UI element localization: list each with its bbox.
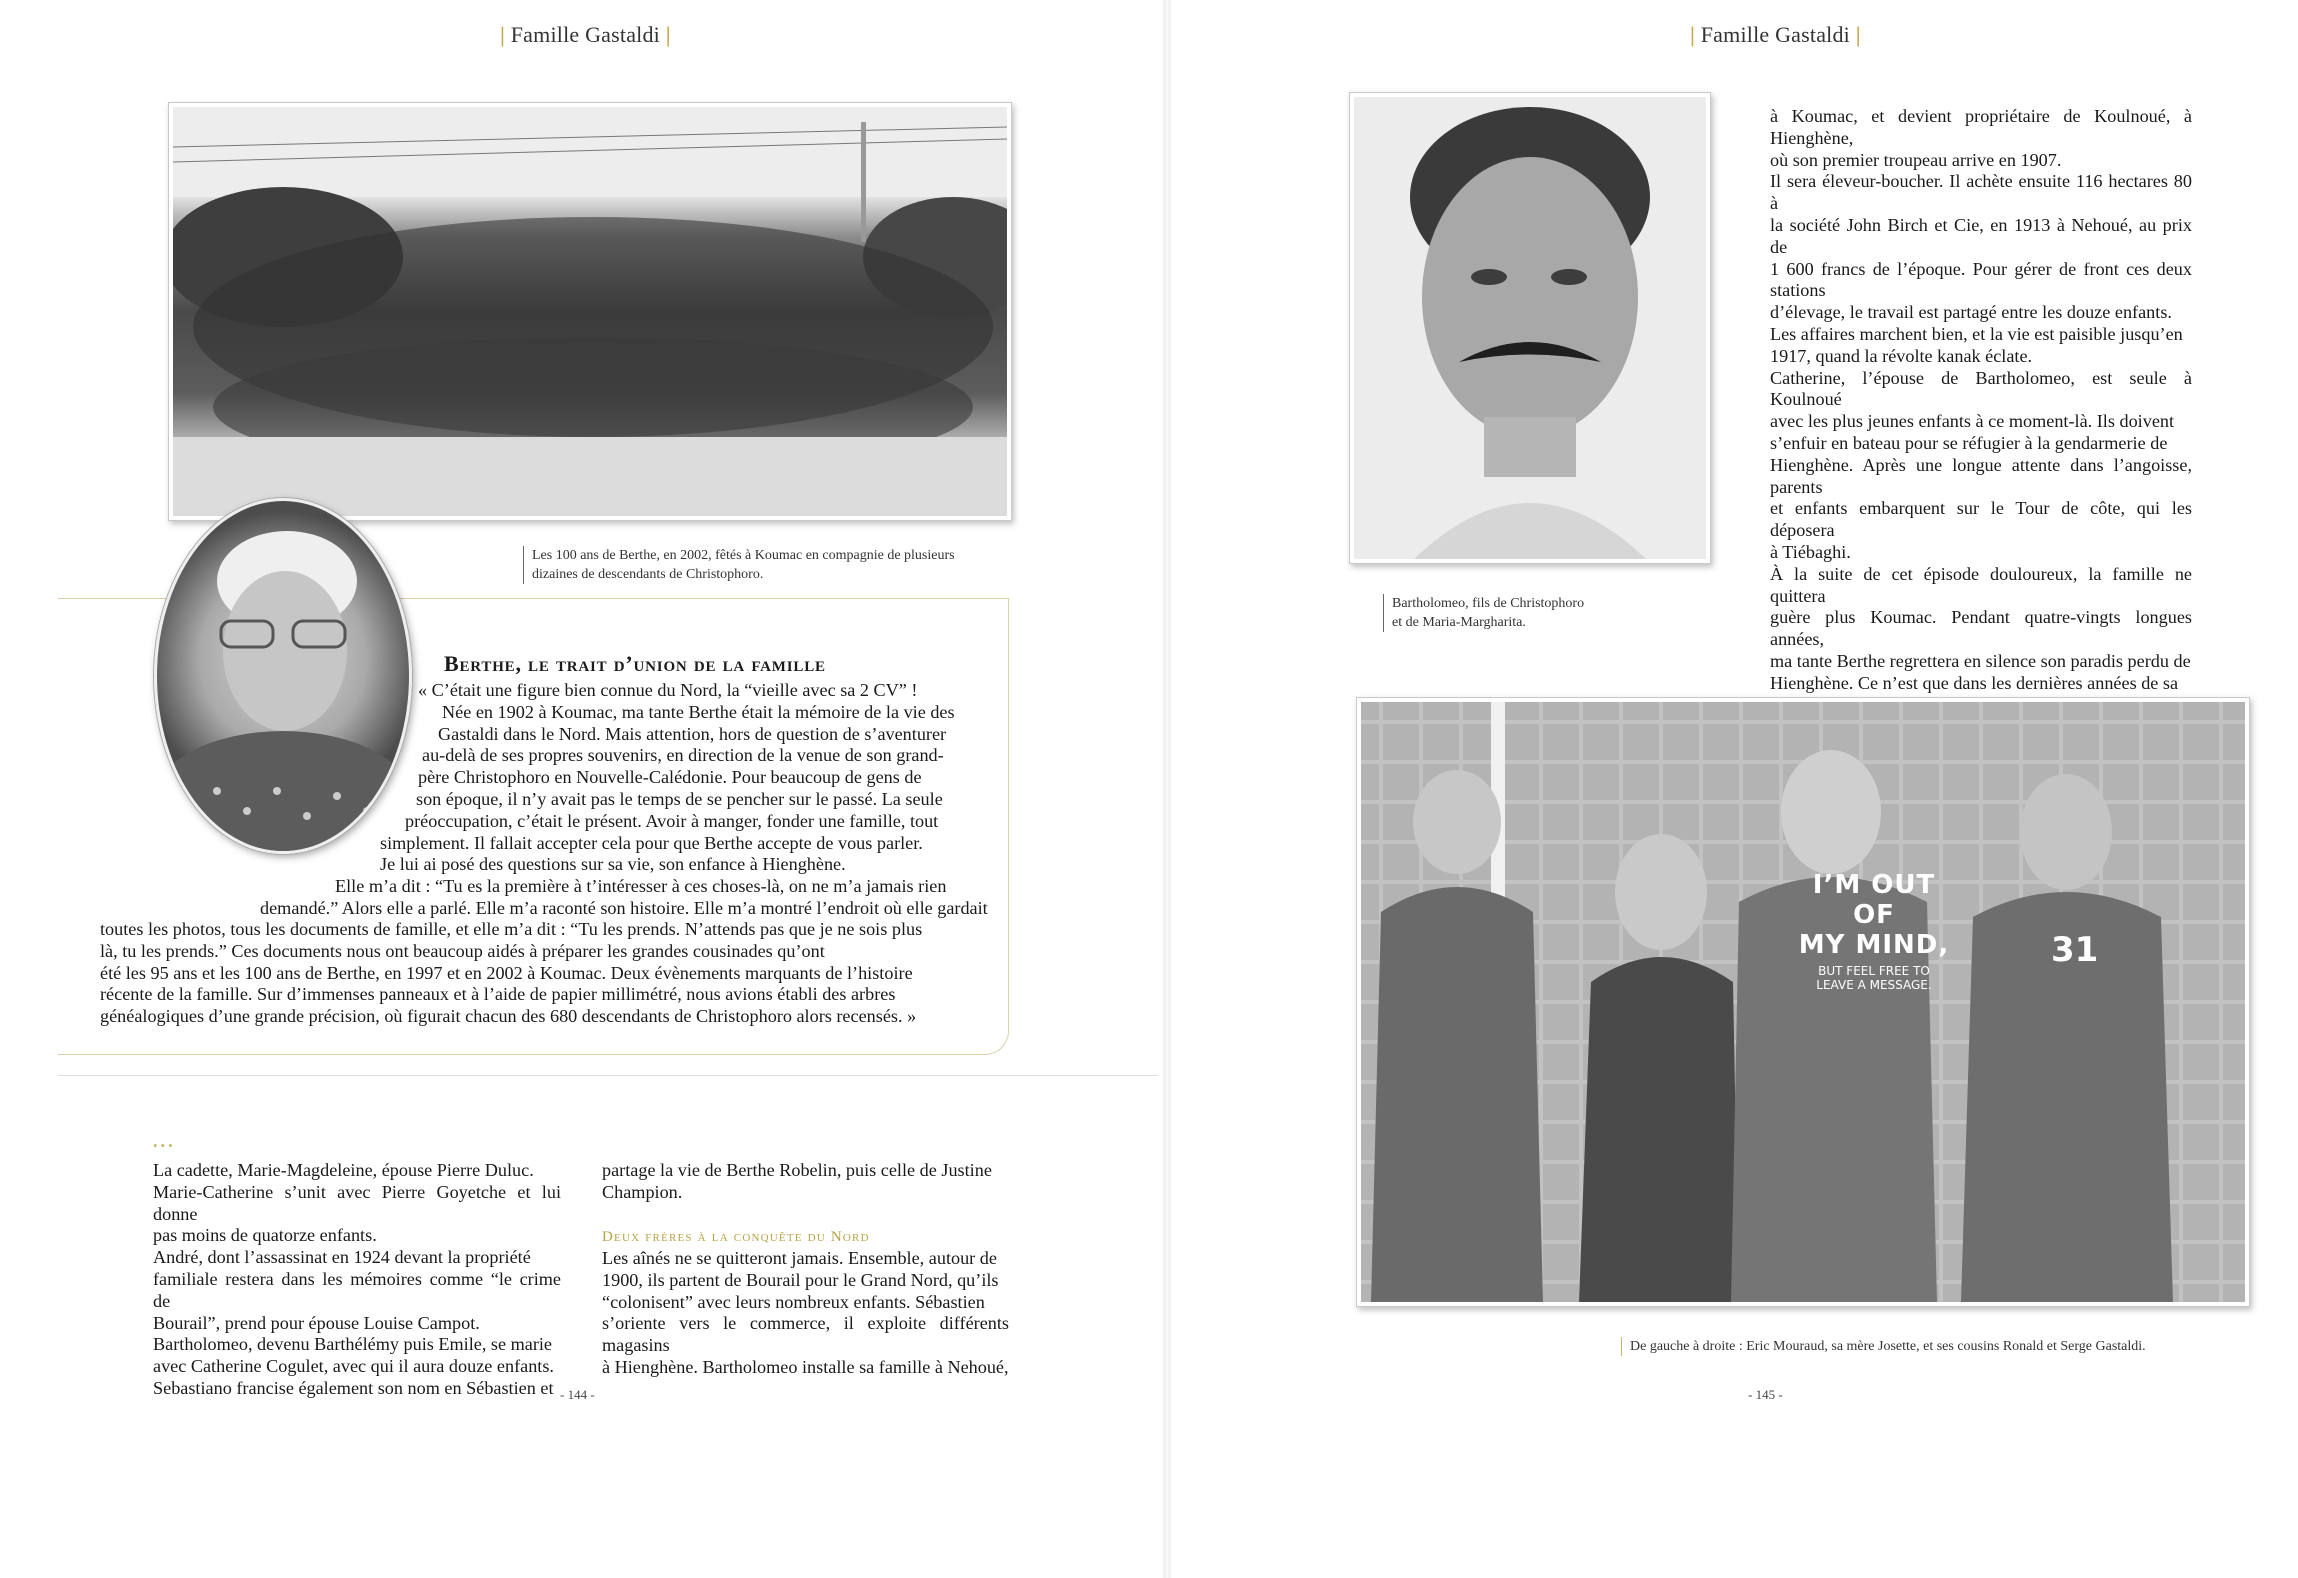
group-photo-caption: Les 100 ans de Berthe, en 2002, fêtés à Koumac en compagnie de plusieurs dizaines de descendants de Christophoro. bbox=[523, 546, 992, 584]
col1-line: avec Catherine Cogulet, avec qui il aura douze enfants. bbox=[153, 1356, 554, 1377]
bartholomeo-portrait bbox=[1349, 92, 1711, 564]
body-line: Catherine, l’épouse de Bartholomeo, est seule à Koulnoué bbox=[1770, 367, 2192, 410]
body-line: s’enfuir en bateau pour se réfugier à la gendarmerie de bbox=[1770, 432, 2168, 453]
berthe-portrait-illustration bbox=[157, 501, 409, 851]
inset-text-full bbox=[100, 919, 1000, 1028]
col1-line: André, dont l’assassinat en 1924 devant la propriété bbox=[153, 1247, 531, 1268]
inset-text bbox=[418, 680, 958, 789]
col1-line: Marie-Catherine s’unit avec Pierre Goyetche et lui donne bbox=[153, 1181, 561, 1224]
body-line: d’élevage, le travail est partagé entre les douze enfants. bbox=[1770, 302, 2172, 323]
inset-line: Née en 1902 à Koumac, ma tante Berthe était la mémoire de la vie des bbox=[442, 701, 955, 722]
column-1 bbox=[153, 1160, 561, 1400]
body-line: ma tante Berthe regrettera en silence son paradis perdu de bbox=[1770, 650, 2191, 671]
family-photo bbox=[1356, 697, 2250, 1307]
portrait-caption bbox=[1383, 594, 1652, 632]
body-line: Il sera éleveur-boucher. Il achète ensuite 116 hectares 80 à bbox=[1770, 171, 2192, 214]
running-head-text: Famille Gastaldi bbox=[510, 22, 660, 47]
inset-line: Elle m’a dit : “Tu es la première à t’intéresser à ces choses-là, on ne m’a jamais rien bbox=[335, 876, 947, 896]
caption-line: Bartholomeo, fils de Christophoro bbox=[1392, 596, 1585, 611]
body-line: Hienghène. Après une longue attente dans l’angoisse, parents bbox=[1770, 454, 2192, 497]
inset-line: au-delà de ses propres souvenirs, en direction de la venue de son grand- bbox=[422, 745, 944, 766]
inset-line: récente de la famille. Sur d’immenses panneaux et à l’aide de papier millimétré, nous avions établi des arbres bbox=[100, 984, 896, 1005]
inset-line: préoccupation, c’était le présent. Avoir à manger, fonder une famille, tout bbox=[405, 810, 939, 831]
group-photo bbox=[168, 102, 1012, 521]
body-line: avec les plus jeunes enfants à ce moment-là. Ils doivent bbox=[1770, 411, 2175, 432]
inset-text-wide bbox=[210, 876, 1010, 920]
berthe-portrait bbox=[154, 498, 412, 854]
right-page bbox=[1170, 0, 2298, 1578]
bartholomeo-illustration bbox=[1354, 97, 1706, 559]
body-line: À la suite de cet épisode douloureux, la famille ne quittera bbox=[1770, 563, 2192, 606]
section-heading-freres: Deux frères à la conquête du Nord bbox=[602, 1229, 870, 1245]
section-dots: ••• bbox=[153, 1138, 176, 1153]
running-head-right: | Famille Gastaldi | bbox=[1690, 22, 1861, 47]
caption-line: et de Maria-Margharita. bbox=[1392, 615, 1526, 630]
family-photo-caption: De gauche à droite : Eric Mouraud, sa mère Josette, et ses cousins Ronald et Serge Gastaldi. bbox=[1621, 1337, 2146, 1356]
inset-line: simplement. Il fallait accepter cela pour que Berthe accepte de vous parler. bbox=[380, 832, 923, 853]
page-number-right: - 145 - bbox=[1748, 1387, 1783, 1402]
running-head-left: | Famille Gastaldi | bbox=[500, 22, 671, 47]
col1-line: Bourail”, prend pour épouse Louise Campot. bbox=[153, 1312, 480, 1333]
inset-line: son époque, il n’y avait pas le temps de se pencher sur le passé. La seule bbox=[416, 789, 943, 809]
tshirt-print bbox=[1789, 870, 1959, 992]
inset-line: toutes les photos, tous les documents de famille, et elle m’a dit : “Tu les prends. N’attends pas que je ne sois plus bbox=[100, 919, 923, 939]
col1-line: Sebastiano francise également son nom en Sébastien et bbox=[153, 1377, 554, 1398]
body-line: la société John Birch et Cie, en 1913 à Nehoué, au prix de bbox=[1770, 214, 2192, 257]
tshirt-line: I’M OUT OF bbox=[1812, 870, 1936, 930]
inset-text-cont bbox=[380, 789, 980, 876]
tshirt-line: MY MIND, bbox=[1798, 930, 1950, 960]
inset-line: là, tu les prends.” Ces documents nous ont beaucoup aidés à préparer les grandes cousinades qu’ont bbox=[100, 940, 825, 961]
body-line: 1 600 francs de l’époque. Pour gérer de front ces deux stations bbox=[1770, 258, 2192, 301]
right-column-text bbox=[1770, 106, 2192, 782]
col1-line: Bartholomeo, devenu Barthélémy puis Emile, se marie bbox=[153, 1334, 553, 1355]
col1-line: pas moins de quatorze enfants. bbox=[153, 1225, 377, 1246]
col2-line: à Hienghène. Bartholomeo installe sa famille à Nehoué, bbox=[602, 1356, 1009, 1377]
body-line: Les affaires marchent bien, et la vie est paisible jusqu’en bbox=[1770, 323, 2183, 344]
inset-line: généalogiques d’une grande précision, où figurait chacun des 680 descendants de Christophoro alors recensés. » bbox=[100, 1006, 917, 1027]
col2-line: Champion. bbox=[602, 1181, 683, 1202]
inset-line: père Christophoro en Nouvelle-Calédonie. Pour beaucoup de gens de bbox=[418, 767, 922, 788]
column-2 bbox=[602, 1160, 1009, 1204]
inset-line: Gastaldi dans le Nord. Mais attention, hors de question de s’aventurer bbox=[438, 723, 947, 744]
inset-bottom-rule bbox=[58, 1075, 1158, 1076]
running-head-text: Famille Gastaldi bbox=[1700, 22, 1850, 47]
inset-line: Je lui ai posé des questions sur sa vie, son enfance à Hienghène. bbox=[380, 854, 846, 875]
tshirt-line: LEAVE A MESSAGE. bbox=[1816, 978, 1932, 992]
col1-line: familiale restera dans les mémoires comme “le crime de bbox=[153, 1268, 561, 1311]
col2-line: s’oriente vers le commerce, il exploite différents magasins bbox=[602, 1313, 1009, 1356]
col2-line: partage la vie de Berthe Robelin, puis celle de Justine bbox=[602, 1160, 992, 1180]
col2-line: “colonisent” avec leurs nombreux enfants. Sébastien bbox=[602, 1291, 985, 1312]
body-line: Hienghène. Ce n’est que dans les dernières années de sa bbox=[1770, 672, 2179, 693]
tshirt-line: BUT FEEL FREE TO bbox=[1818, 964, 1930, 978]
body-line: guère plus Koumac. Pendant quatre-vingts longues années, bbox=[1770, 607, 2192, 650]
page-number-left: - 144 - bbox=[560, 1387, 595, 1402]
body-line: 1917, quand la révolte kanak éclate. bbox=[1770, 345, 2033, 366]
column-2-body bbox=[602, 1248, 1009, 1379]
body-line: où son premier troupeau arrive en 1907. bbox=[1770, 149, 2062, 170]
shirt-number: 31 bbox=[2051, 930, 2099, 970]
col1-line: La cadette, Marie-Magdeleine, épouse Pierre Duluc. bbox=[153, 1160, 534, 1180]
inset-line: été les 95 ans et les 100 ans de Berthe, en 1997 et en 2002 à Koumac. Deux évènements marquants de l’histoire bbox=[100, 962, 913, 983]
col2-line: Les aînés ne se quitteront jamais. Ensemble, autour de bbox=[602, 1248, 997, 1268]
crowd-illustration bbox=[173, 107, 1007, 516]
body-line: à Tiébaghi. bbox=[1770, 541, 1851, 562]
body-line: et enfants embarquent sur le Tour de côte, qui les déposera bbox=[1770, 498, 2192, 541]
col2-line: 1900, ils partent de Bourail pour le Grand Nord, qu’ils bbox=[602, 1269, 999, 1290]
family-photo-illustration bbox=[1361, 702, 2245, 1302]
body-line: à Koumac, et devient propriétaire de Koulnoué, à Hienghène, bbox=[1770, 106, 2192, 148]
inset-line: demandé.” Alors elle a parlé. Elle m’a raconté son histoire. Elle m’a montré l’endroit où elle gardait bbox=[260, 897, 988, 918]
inset-line: « C’était une figure bien connue du Nord, la “vieille avec sa 2 CV” ! bbox=[418, 680, 918, 700]
inset-title: Berthe, le trait d’union de la famille bbox=[444, 651, 826, 676]
